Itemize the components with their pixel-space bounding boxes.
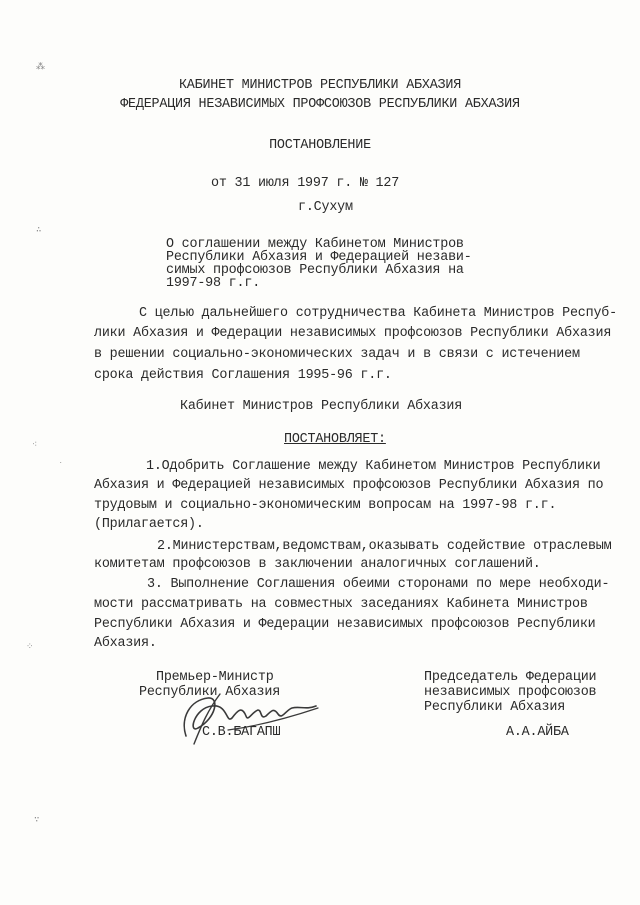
scan-speck: ∴ [36, 225, 42, 235]
decree-word: ПОСТАНОВЛЯЕТ: [284, 432, 386, 447]
scan-speck: ˙ [58, 462, 64, 472]
scan-speck: ⁘ [26, 642, 34, 652]
subject-line: симых профсоюзов Республики Абхазия на [166, 263, 464, 278]
item-2-line: 2.Министерствам,ведомствам,оказывать содействие отраслевым [157, 539, 612, 554]
signer-right-title: Республики Абхазия [424, 700, 566, 715]
signer-right-title: независимых профсоюзов [424, 685, 597, 700]
item-1-line: трудовым и социально-экономическим вопросам на 1997-98 г.г. [94, 498, 557, 513]
item-2-line: комитетам профсоюзов в заключении аналогичных соглашений. [94, 557, 541, 572]
document-type: ПОСТАНОВЛЕНИЕ [269, 138, 371, 153]
item-1-line: Абхазия и Федерацией независимых профсоюзов Республики Абхазия по [94, 478, 604, 493]
preamble-line: С целью дальнейшего сотрудничества Кабинета Министров Респуб- [139, 306, 617, 321]
item-3-line: Абхазия. [94, 636, 157, 651]
document-city: г.Сухум [298, 200, 353, 215]
item-3-line: Республики Абхазия и Федерации независимых профсоюзов Республики [94, 617, 596, 632]
subject-line: Республики Абхазия и Федерацией незави- [166, 250, 472, 265]
signer-right-name: А.А.АЙБА [506, 725, 569, 740]
item-3-line: 3. Выполнение Соглашения обеими сторонами по мере необходи- [147, 577, 610, 592]
signer-left-title: Республики Абхазия [139, 685, 281, 700]
scan-speck: ∵ [34, 815, 40, 825]
signer-right-title: Председатель Федерации [424, 670, 597, 685]
subject-line: 1997-98 г.г. [166, 276, 261, 291]
subject-line: О соглашении между Кабинетом Министров [166, 237, 464, 252]
header-federation: ФЕДЕРАЦИЯ НЕЗАВИСИМЫХ ПРОФСОЮЗОВ РЕСПУБЛИКИ АБХАЗИЯ [120, 97, 520, 112]
preamble-line: лики Абхазия и Федерации независимых профсоюзов Республики Абхазия [94, 326, 612, 341]
scan-speck: ⁖ [32, 440, 38, 450]
item-3-line: мости рассматривать на совместных заседаниях Кабинета Министров [94, 597, 588, 612]
signer-left-name: С.В.БАГАПШ [202, 725, 281, 740]
header-cabinet: КАБИНЕТ МИНИСТРОВ РЕСПУБЛИКИ АБХАЗИЯ [178, 78, 462, 93]
signer-left-title: Премьер-Министр [156, 670, 274, 685]
item-1-line: 1.Одобрить Соглашение между Кабинетом Министров Республики [146, 459, 601, 474]
scan-speck: ⁂ [36, 62, 45, 72]
issuer-line: Кабинет Министров Республики Абхазия [180, 399, 463, 414]
preamble-line: в решении социально-экономических задач и в связи с истечением [94, 347, 580, 362]
preamble-line: срока действия Соглашения 1995-96 г.г. [94, 368, 392, 383]
document-date: от 31 июля 1997 г. № 127 [211, 176, 400, 191]
item-1-line: (Прилагается). [94, 517, 204, 532]
